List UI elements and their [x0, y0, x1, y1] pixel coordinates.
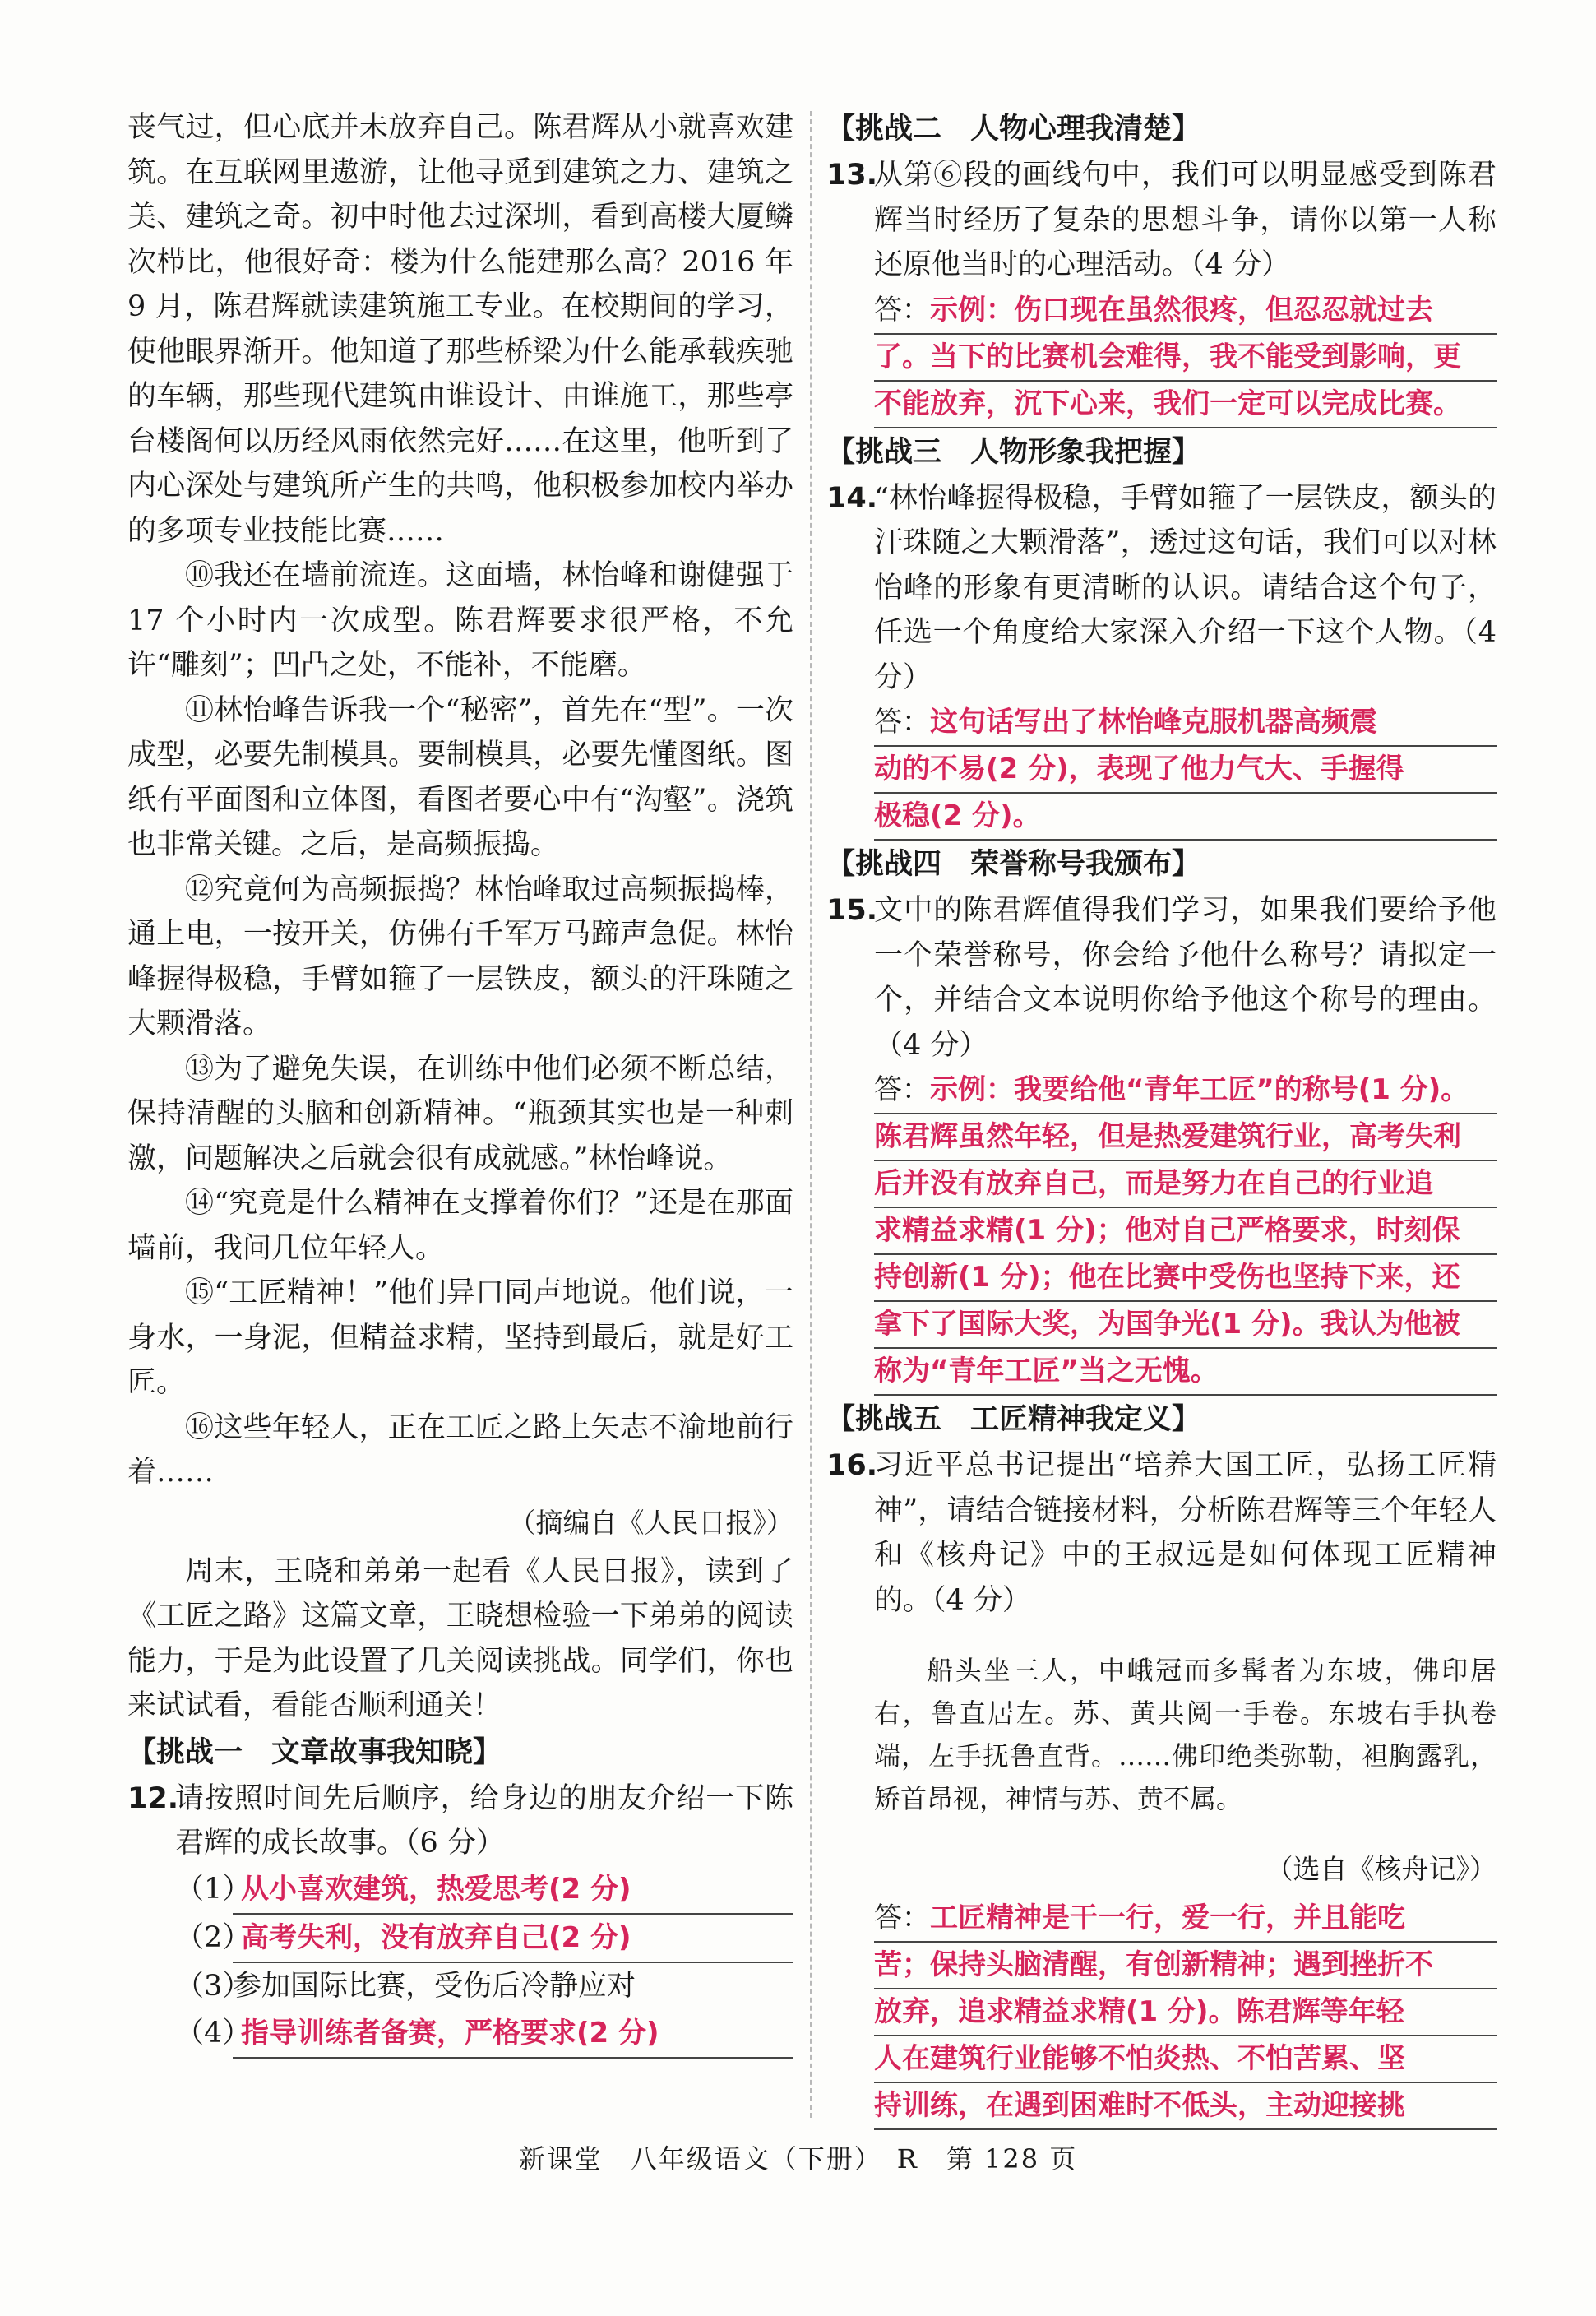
- question-number: 14.: [826, 481, 878, 515]
- answer-15: [874, 1068, 1497, 1396]
- answer-text: 指导训练者备赛，严格要求(2 分): [233, 2010, 793, 2059]
- answer-item-1: [175, 1866, 793, 1915]
- answer-lead: 答：: [874, 1901, 930, 1934]
- answer-text: 示例：伤口现在虽然很疼，但忍忍就过去: [930, 293, 1433, 327]
- answer-lead: 答：: [874, 293, 930, 327]
- answer-line: 称为“青年工匠”当之无愧。: [874, 1349, 1497, 1396]
- paragraph-16: ⑯这些年轻人，正在工匠之路上矢志不渝地前行着……: [127, 1410, 793, 1489]
- question-15: [826, 888, 1497, 1068]
- answer-line: 放弃，追求精益求精(1 分)。陈君辉等年轻: [874, 1989, 1497, 2036]
- question-text: “林怡峰握得极稳，手臂如箍了一层铁皮，额头的汗珠随之大颗滑落”，透过这句话，我们可以对林怡峰的形象有更清晰的认识。请结合这个句子，任选一个角度给大家深入介绍一下这个人物。（4 分）: [874, 481, 1497, 694]
- question-text: 习近平总书记提出“培养大国工匠，弘扬工匠精神”，请结合链接材料，分析陈君辉等三个年轻人和《核舟记》中的王叔远是如何体现工匠精神的。（4 分）: [874, 1449, 1497, 1617]
- answer-line: 动的不易(2 分)，表现了他力气大、手握得: [874, 747, 1497, 794]
- answer-lead: 答：: [874, 1073, 930, 1106]
- question-14: [826, 476, 1497, 701]
- answer-lead: 答：: [874, 706, 930, 739]
- challenge-2-heading: 【挑战二 人物心理我清楚】: [826, 113, 1201, 146]
- question-number: 15.: [826, 894, 878, 927]
- answer-line: 极稳(2 分)。: [874, 794, 1497, 841]
- answer-item-2: [175, 1915, 793, 1963]
- answer-text: 这句话写出了林怡峰克服机器高频震: [930, 706, 1377, 739]
- answer-item-3: [175, 1963, 793, 2010]
- paragraph-12: ⑫究竟何为高频振捣？林怡峰取过高频振捣棒，通上电，一按开关，仿佛有千军万马蹄声急促。林怡峰握得极稳，手臂如箍了一层铁皮，额头的汗珠随之大颗滑落。: [127, 873, 793, 1040]
- answer-line: [874, 700, 1497, 747]
- column-divider: [810, 111, 812, 2118]
- answer-item-4: [175, 2010, 793, 2059]
- answer-line: 陈君辉虽然年轻，但是热爱建筑行业，高考失利: [874, 1114, 1497, 1161]
- paragraph-10: ⑩我还在墙前流连。这面墙，林怡峰和谢健强于 17 个小时内一次成型。陈君辉要求很严格，不允许“雕刻”；凹凸之处，不能补，不能磨。: [127, 559, 793, 682]
- answer-line: 人在建筑行业能够不怕炎热、不怕苦累、坚: [874, 2036, 1497, 2083]
- answer-line: 不能放弃，沉下心来，我们一定可以完成比赛。: [874, 382, 1497, 428]
- paragraph-13: ⑬为了避免失误，在训练中他们必须不断总结，保持清醒的头脑和创新精神。“瓶颈其实也是一种刺激，问题解决之后就会很有成就感。”林怡峰说。: [127, 1052, 793, 1175]
- answer-14: [874, 700, 1497, 841]
- linked-material-quote: 船头坐三人，中峨冠而多髯者为东坡，佛印居右，鲁直居左。苏、黄共阅一手卷。东坡右手执卷端，左手抚鲁直背。……佛印绝类弥勒，袒胸露乳，矫首昂视，神情与苏、黄不属。: [874, 1655, 1497, 1814]
- question-number: 12.: [127, 1781, 179, 1815]
- answer-line: [874, 1068, 1497, 1114]
- item-number: （3）: [175, 1969, 252, 2003]
- answer-16: [874, 1896, 1497, 2130]
- item-number: （4）: [175, 2016, 252, 2050]
- answer-line: 求精益求精(1 分)；他对自己严格要求，时刻保: [874, 1208, 1497, 1255]
- paragraph-11: ⑪林怡峰告诉我一个“秘密”，首先在“型”。一次成型，必要先制模具。要制模具，必要先懂图纸。图纸有平面图和立体图，看图者要心中有“沟壑”。浇筑也非常关键。之后，是高频振捣。: [127, 693, 793, 861]
- question-13: [826, 153, 1497, 288]
- challenge-5-heading: 【挑战五 工匠精神我定义】: [826, 1403, 1201, 1436]
- answer-text: 示例：我要给他“青年工匠”的称号(1 分)。: [930, 1073, 1469, 1106]
- answer-13: [874, 288, 1497, 428]
- answer-line: 了。当下的比赛机会难得，我不能受到影响，更: [874, 335, 1497, 382]
- answer-line: [874, 1896, 1497, 1943]
- challenge-4-heading: 【挑战四 荣誉称号我颁布】: [826, 848, 1201, 881]
- question-number: 13.: [826, 159, 878, 192]
- challenge-1-heading: 【挑战一 文章故事我知晓】: [127, 1735, 502, 1769]
- paragraph-14: ⑭“究竟是什么精神在支撑着你们？”还是在那面墙前，我问几位年轻人。: [127, 1187, 793, 1265]
- left-column: [127, 105, 793, 2059]
- answer-line: 苦；保持头脑清醒，有创新精神；遇到挫折不: [874, 1943, 1497, 1989]
- article-source: （摘编自《人民日报》）: [508, 1506, 793, 1539]
- question-text: 从第⑥段的画线句中，我们可以明显感受到陈君辉当时经历了复杂的思想斗争，请你以第一人称还原他当时的心理活动。（4 分）: [874, 159, 1497, 281]
- question-16: [826, 1443, 1497, 1623]
- answer-line: 后并没有放弃自己，而是努力在自己的行业追: [874, 1161, 1497, 1208]
- paragraph-9-cont: 丧气过，但心底并未放弃自己。陈君辉从小就喜欢建筑。在互联网里遨游，让他寻觅到建筑之力、建筑之美、建筑之奇。初中时他去过深圳，看到高楼大厦鳞次栉比，他很好奇：楼为什么能建那么高？2016 年 9 月，陈君辉就读建筑施工专业。在校期间的学习，使他眼界渐开。他知道了那些桥梁为什么能承载疾驰的车辆，那些现代建筑由谁设计、由谁施工，那些亭台楼阁何以历经风雨依然完好……在这里，他听到了内心深处与建筑所产生的共鸣，他积极参加校内举办的多项专业技能比赛……: [127, 111, 793, 548]
- quote-source: （选自《核舟记》）: [1265, 1853, 1497, 1885]
- challenge-3-heading: 【挑战三 人物形象我把握】: [826, 435, 1201, 469]
- question-text: 请按照时间先后顺序，给身边的朋友介绍一下陈君辉的成长故事。（6 分）: [175, 1781, 793, 1860]
- answer-text: 工匠精神是干一行，爱一行，并且能吃: [930, 1901, 1405, 1934]
- question-number: 16.: [826, 1449, 878, 1482]
- intro-paragraph: 周末，王晓和弟弟一起看《人民日报》，读到了《工匠之路》这篇文章，王晓想检验一下弟弟的阅读能力，于是为此设置了几关阅读挑战。同学们，你也来试试看，看能否顺利通关！: [127, 1554, 793, 1722]
- answer-text: 从小喜欢建筑，热爱思考(2 分): [233, 1866, 793, 1915]
- item-number: （2）: [175, 1920, 252, 1954]
- item-number: （1）: [175, 1872, 252, 1906]
- answer-line: 持训练，在遇到困难时不低头，主动迎接挑: [874, 2083, 1497, 2130]
- right-column: [826, 105, 1497, 2130]
- question-text: 文中的陈君辉值得我们学习，如果我们要给予他一个荣誉称号，你会给予他什么称号？请拟定一个，并结合文本说明你给予他这个称号的理由。（4 分）: [874, 894, 1497, 1062]
- paragraph-15: ⑮“工匠精神！”他们异口同声地说。他们说，一身水，一身泥，但精益求精，坚持到最后，就是好工匠。: [127, 1276, 793, 1399]
- question-12: [127, 1776, 793, 1866]
- answer-line: 拿下了国际大奖，为国争光(1 分)。我认为他被: [874, 1302, 1497, 1349]
- answer-text: 高考失利，没有放弃自己(2 分): [233, 1915, 793, 1963]
- item-text: 参加国际比赛，受伤后冷静应对: [233, 1969, 636, 2003]
- answer-line: 持创新(1 分)；他在比赛中受伤也坚持下来，还: [874, 1255, 1497, 1302]
- page-footer: 新课堂 八年级语文（下册） R 第 128 页: [518, 2143, 1078, 2175]
- answer-line: [874, 288, 1497, 335]
